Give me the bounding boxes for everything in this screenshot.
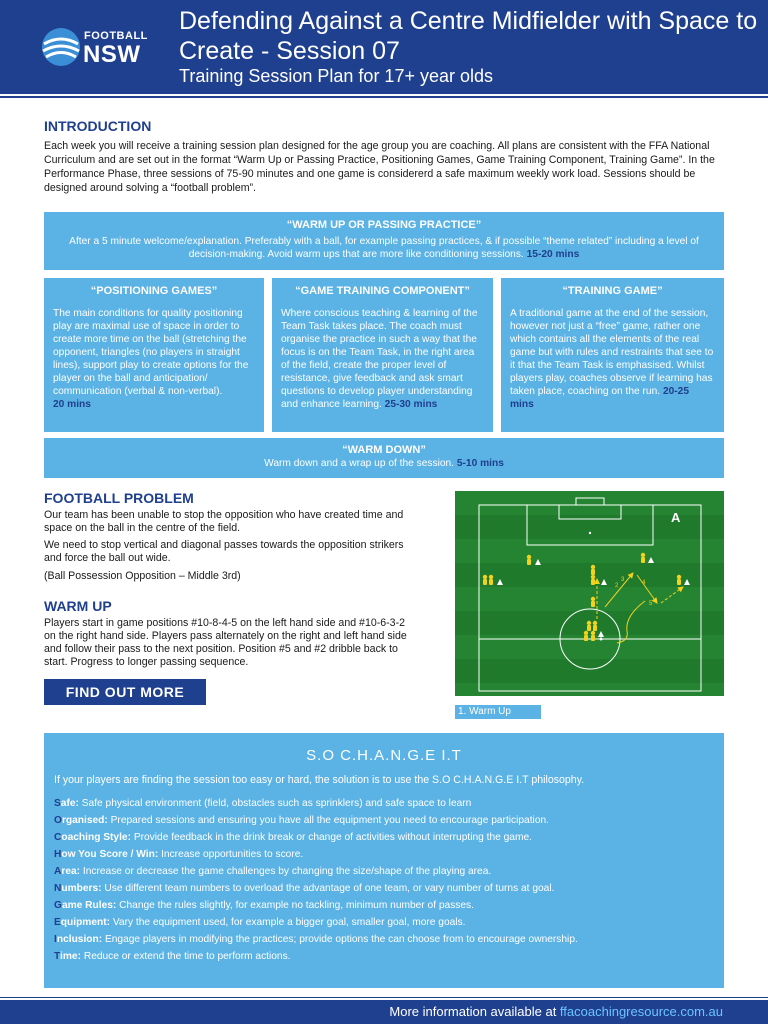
- list-item-term: ow You Score / Win:: [61, 849, 159, 860]
- so-change-it-intro: If your players are finding the session too easy or hard, the solution is to use the S.O C.H.A.N.G.E I.T philosophy.: [54, 774, 585, 786]
- player-icon: [584, 631, 588, 641]
- player-icon: [677, 575, 681, 585]
- box-text: [44, 231, 724, 261]
- list-item-term: rganised:: [61, 815, 108, 826]
- warm-up-heading: WARM UP: [44, 598, 112, 614]
- introduction-text: Each week you will receive a training session plan designed for the age group you are coaching. All plans are consistent with the FFA National Curriculum and are set out in the format “Warm Up or Passing Practice, Positioning Games, Game Training Component, Training Game”. In the Performance Phase, three sessions of 75-90 minutes and one game is considererd a safe maximum weekly work load. Sessions should be designed around solving a “football problem”.: [44, 140, 715, 194]
- duration-label: 20 mins: [53, 399, 91, 410]
- footer-text: [389, 1004, 723, 1019]
- list-item: [54, 829, 714, 846]
- pitch-svg: [455, 491, 724, 696]
- list-item-letter: C: [54, 832, 62, 843]
- list-item-term: oaching Style:: [61, 832, 131, 843]
- box-heading: “GAME TRAINING COMPONENT”: [295, 285, 470, 297]
- box-heading: “WARM DOWN”: [342, 444, 426, 456]
- footer-divider: [0, 997, 768, 998]
- page-title: Defending Against a Centre Midfielder with Space to Create - Session 07: [179, 7, 758, 65]
- football-nsw-logo: [38, 24, 148, 70]
- player-icon: [641, 553, 645, 563]
- list-item-letter: A: [54, 866, 62, 877]
- box-heading: “POSITIONING GAMES”: [90, 285, 218, 297]
- box-body: The main conditions for quality positioning play are maximal use of space in order to create more time on the ball (stretching the opponent, triangles (no players in straight lines), support play to create options for the player on the ball and anticipation/ communication (verbal & non-verbal).: [53, 308, 249, 397]
- header-divider: [0, 96, 768, 98]
- list-item-term: afe:: [60, 798, 79, 809]
- list-item-letter: N: [54, 883, 62, 894]
- list-item: [54, 846, 714, 863]
- list-item-text: Engage players in modifying the practices; provide options the can choose from to encourage ownership.: [102, 934, 578, 945]
- box-text: [44, 456, 724, 470]
- player-icon: [527, 555, 531, 565]
- footer-prefix: More information available at: [389, 1004, 560, 1019]
- list-item-term: quipment:: [60, 917, 111, 928]
- list-item-letter: O: [54, 815, 62, 826]
- list-item-text: Change the rules slightly, for example no tackling, minimum number of passes.: [116, 900, 474, 911]
- list-item-term: nclusion:: [56, 934, 103, 945]
- list-item-letter: T: [54, 951, 61, 962]
- list-item: [54, 880, 714, 897]
- player-icon: [591, 565, 595, 575]
- page-subtitle: Training Session Plan for 17+ year olds: [179, 66, 494, 86]
- training-game-box: [501, 278, 724, 432]
- football-problem-heading: FOOTBALL PROBLEM: [44, 490, 194, 506]
- warm-up-text: Players start in game positions #10-8-4-5 on the left hand side and #10-6-3-2 on the right hand side. Players pass alternately on the right and left hand side and follow their pass to the next position. Position #5 and #2 dribble back to start. Progress to longer passing sequence.: [44, 617, 407, 668]
- box-text: [44, 297, 264, 411]
- duration-label: 25-30 mins: [384, 399, 438, 410]
- list-item: [54, 914, 714, 931]
- football-problem-paragraph-2: We need to stop vertical and diagonal passes towards the opposition strikers and force the ball out wide.: [44, 539, 404, 564]
- warm-up-passing-practice-box: [44, 212, 724, 270]
- list-item-term: rea:: [61, 866, 81, 877]
- box-text: [501, 297, 724, 411]
- player-icon: [587, 621, 591, 631]
- box-body: Where conscious teaching & learning of the Team Task takes place. The coach must organise the practice in such a way that the focus is on the Team Task, in the right area of the field, create the proper level of resistance, give feedback and ask smart questions to develop player understanding and enhance learning.: [281, 308, 478, 410]
- list-item-text: Vary the equipment used, for example a bigger goal, smaller goal, more goals.: [110, 917, 466, 928]
- list-item-text: Use different team numbers to overload the advantage of one team, or vary number of turns at goal.: [101, 883, 555, 894]
- list-item: [54, 795, 714, 812]
- box-body: After a 5 minute welcome/explanation. Preferably with a ball, for example passing practices, & if possible “theme related” including a level of decision-making. Avoid warm ups that are more like conditioning sessions.: [69, 236, 699, 260]
- list-item-text: Reduce or extend the time to perform actions.: [81, 951, 291, 962]
- game-training-component-box: [272, 278, 493, 432]
- diagram-label: A: [671, 510, 681, 525]
- box-body: Warm down and a wrap up of the session.: [264, 458, 455, 469]
- football-problem-paragraph-1: Our team has been unable to stop the opposition who have created time and space on the ball in the centre of the field.: [44, 509, 404, 534]
- player-icon: [591, 575, 595, 585]
- arrow-number: 3: [621, 577, 625, 583]
- list-item: [54, 948, 714, 965]
- list-item: [54, 897, 714, 914]
- box-body: A traditional game at the end of the session, however not just a “free” game, rather one which contains all the elements of the real game but with rules and restraints that see to it that the Team Task is emphasised. Whilst players play, coaches observe if learning has taken place, coaching on the run.: [510, 308, 714, 397]
- logo-text-nsw: NSW: [83, 41, 141, 68]
- list-item-text: Increase or decrease the game challenges by changing the size/shape of the playing area.: [80, 866, 492, 877]
- arrow-number: 4: [642, 580, 646, 586]
- so-change-it-heading: S.O C.H.A.N.G.E I.T: [306, 747, 462, 764]
- list-item-letter: H: [54, 849, 62, 860]
- penalty-spot: [589, 532, 591, 534]
- player-icon: [593, 621, 597, 631]
- so-change-it-box: [44, 733, 724, 988]
- list-item-letter: E: [54, 917, 61, 928]
- footer-link[interactable]: ffacoachingresource.com.au: [559, 1004, 723, 1019]
- duration-label: 5-10 mins: [456, 458, 504, 469]
- arrow-number: 2: [615, 583, 619, 589]
- list-item-letter: S: [54, 798, 61, 809]
- page-header: [0, 0, 768, 94]
- introduction-heading: INTRODUCTION: [44, 118, 152, 134]
- list-item-text: Prepared sessions and ensuring you have all the equipment you need to encourage participation.: [107, 815, 549, 826]
- player-icon: [591, 597, 595, 607]
- list-item: [54, 931, 714, 948]
- box-heading: “WARM UP OR PASSING PRACTICE”: [286, 219, 482, 231]
- find-out-more-button[interactable]: FIND OUT MORE: [44, 679, 206, 705]
- list-item-term: umbers:: [61, 883, 102, 894]
- diagram-caption: 1. Warm Up: [455, 705, 541, 719]
- globe-icon: [40, 26, 82, 68]
- list-item-text: Safe physical environment (field, obstacles such as sprinklers) and safe space to learn: [78, 798, 472, 809]
- warm-down-box: [44, 438, 724, 478]
- player-icon: [489, 575, 493, 585]
- so-change-it-list: [44, 787, 724, 965]
- pitch-diagram: [455, 491, 724, 696]
- box-text: [272, 297, 493, 411]
- page-footer: [0, 1000, 768, 1024]
- list-item-term: ame Rules:: [61, 900, 117, 911]
- player-icon: [483, 575, 487, 585]
- box-heading: “TRAINING GAME”: [562, 285, 663, 297]
- list-item-letter: G: [54, 900, 62, 911]
- list-item: [54, 863, 714, 880]
- list-item-text: Increase opportunities to score.: [158, 849, 304, 860]
- duration-label: 20-25 mins: [510, 386, 689, 410]
- positioning-games-box: [44, 278, 264, 432]
- list-item-term: ime:: [60, 951, 81, 962]
- list-item-text: Provide feedback in the drink break or change of activities without interrupting the game.: [131, 832, 532, 843]
- ball-icon: [600, 638, 603, 641]
- list-item: [54, 812, 714, 829]
- player-icon: [591, 631, 595, 641]
- arrow-number: 5: [649, 601, 653, 607]
- duration-label: 15-20 mins: [526, 249, 580, 260]
- logo-text-football: FOOTBALL: [84, 30, 148, 42]
- football-problem-paragraph-3: (Ball Possession Opposition – Middle 3rd): [44, 570, 241, 582]
- list-item-letter: I: [54, 934, 57, 945]
